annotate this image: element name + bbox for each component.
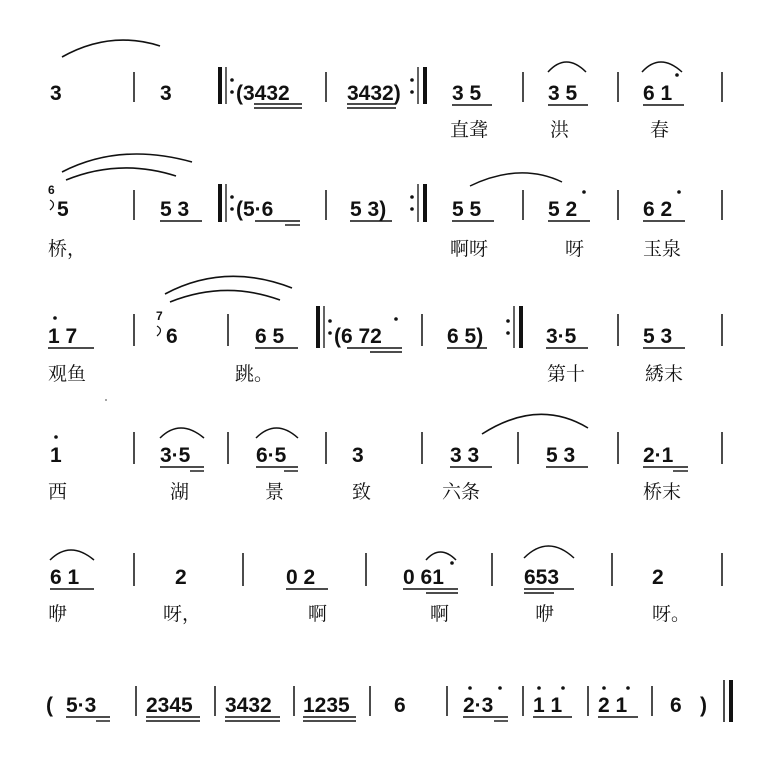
lyric-text: 啊 bbox=[430, 603, 450, 625]
lyric-text: 西 bbox=[48, 481, 68, 503]
note-group: 1 7 bbox=[48, 325, 78, 348]
grace-note: 7 bbox=[156, 309, 163, 323]
tie-arc bbox=[62, 154, 192, 172]
note-group: 3 5 bbox=[548, 82, 578, 105]
note-group: 2·3 bbox=[463, 694, 494, 717]
lyric-text: 洪 bbox=[550, 119, 570, 141]
octave-dot bbox=[468, 686, 472, 690]
lyric-text: 綉末 bbox=[645, 363, 684, 385]
octave-dot bbox=[561, 686, 565, 690]
repeat-dot bbox=[230, 90, 234, 94]
note-group: 2 bbox=[652, 566, 664, 589]
note-group: (6 72 bbox=[334, 325, 382, 348]
repeat-dot bbox=[230, 195, 234, 199]
note-group: 6 bbox=[166, 325, 178, 348]
score-row-1 bbox=[50, 40, 722, 141]
note-group: 3 5 bbox=[452, 82, 482, 105]
repeat-dot bbox=[230, 207, 234, 211]
octave-dot bbox=[626, 686, 630, 690]
speck bbox=[105, 399, 107, 401]
note-group: 5 3 bbox=[160, 198, 190, 221]
octave-dot bbox=[498, 686, 502, 690]
note-group: 3·5 bbox=[546, 325, 577, 348]
slur-arc bbox=[524, 546, 574, 558]
lyric-text: 咿 bbox=[535, 603, 555, 625]
note-group: 5 bbox=[57, 198, 69, 221]
octave-dot bbox=[394, 317, 398, 321]
score-row-5 bbox=[48, 546, 722, 625]
note-group: 3432) bbox=[347, 82, 401, 105]
tie-arc bbox=[66, 168, 176, 180]
lyric-text: 玉泉 bbox=[643, 238, 682, 260]
lyric-text: 啊呀 bbox=[450, 238, 489, 260]
score-row-6 bbox=[46, 680, 731, 722]
lyric-text: 呀。 bbox=[652, 603, 691, 625]
note-group: 3·5 bbox=[160, 444, 191, 467]
note-group: 2345 bbox=[146, 694, 193, 717]
octave-dot bbox=[675, 73, 679, 77]
note-group: 5 3 bbox=[546, 444, 576, 467]
octave-dot bbox=[54, 435, 58, 439]
lyric-text: 湖 bbox=[170, 481, 190, 503]
lyric-text: 啊 bbox=[308, 603, 328, 625]
note-group: ) bbox=[700, 694, 707, 717]
note-group: 1 1 bbox=[533, 694, 563, 717]
note-group: 3432 bbox=[225, 694, 272, 717]
note-group: 5 3 bbox=[643, 325, 673, 348]
lyric-text: 跳。 bbox=[235, 363, 274, 385]
tie-arc bbox=[470, 173, 562, 186]
note-group: 2 1 bbox=[598, 694, 628, 717]
note-group: 3 bbox=[50, 82, 62, 105]
lyric-text: 桥， bbox=[48, 238, 87, 260]
note-group: 2 bbox=[175, 566, 187, 589]
repeat-dot bbox=[506, 319, 510, 323]
repeat-dot bbox=[506, 331, 510, 335]
octave-dot bbox=[53, 316, 57, 320]
lyric-text: 咿 bbox=[48, 603, 68, 625]
repeat-dot bbox=[410, 78, 414, 82]
note-group: 3 bbox=[160, 82, 172, 105]
repeat-dot bbox=[410, 90, 414, 94]
grace-hook bbox=[157, 326, 161, 336]
repeat-dot bbox=[410, 195, 414, 199]
grace-note: 6 bbox=[48, 183, 55, 197]
slur-arc bbox=[642, 62, 682, 72]
tie-arc bbox=[165, 276, 292, 294]
lyric-text: 第十 bbox=[547, 363, 586, 385]
note-group: 6 2 bbox=[643, 198, 673, 221]
note-group: 5 5 bbox=[452, 198, 482, 221]
lyric-text: 呀 bbox=[565, 238, 585, 260]
score-row-3 bbox=[48, 276, 722, 385]
octave-dot bbox=[450, 561, 454, 565]
note-group: 1235 bbox=[303, 694, 350, 717]
note-group: 5 3) bbox=[350, 198, 387, 221]
note-group: 6 bbox=[394, 694, 406, 717]
tie-arc bbox=[62, 40, 160, 57]
score-row-4 bbox=[48, 414, 722, 503]
repeat-dot bbox=[328, 319, 332, 323]
note-group: (3432 bbox=[236, 82, 290, 105]
note-group: 5 2 bbox=[548, 198, 578, 221]
note-group: 2·1 bbox=[643, 444, 674, 467]
slur-arc bbox=[256, 428, 298, 438]
note-group: 3 3 bbox=[450, 444, 480, 467]
note-group: 0 2 bbox=[286, 566, 316, 589]
octave-dot bbox=[537, 686, 541, 690]
grace-hook bbox=[50, 200, 54, 210]
tie-arc bbox=[482, 414, 588, 434]
octave-dot bbox=[677, 190, 681, 194]
repeat-dot bbox=[328, 331, 332, 335]
slur-arc bbox=[426, 552, 456, 560]
note-group: 1 bbox=[50, 444, 62, 467]
note-group: 6 1 bbox=[50, 566, 80, 589]
tie-arc bbox=[170, 290, 280, 302]
lyric-text: 呀， bbox=[163, 603, 202, 625]
note-group: 6·5 bbox=[256, 444, 287, 467]
note-group: 6 5) bbox=[447, 325, 484, 348]
note-group: 3 bbox=[352, 444, 364, 467]
lyric-text: 春 bbox=[650, 119, 670, 141]
note-group: 6 1 bbox=[643, 82, 673, 105]
repeat-dot bbox=[230, 78, 234, 82]
note-group: 5·3 bbox=[66, 694, 97, 717]
note-group: 6 bbox=[670, 694, 682, 717]
lyric-text: 景 bbox=[265, 481, 285, 503]
score-row-2 bbox=[48, 154, 722, 260]
octave-dot bbox=[582, 190, 586, 194]
octave-dot bbox=[602, 686, 606, 690]
slur-arc bbox=[548, 62, 586, 72]
note-group: (5·6 bbox=[236, 198, 274, 221]
slur-arc bbox=[50, 550, 94, 560]
lyric-text: 致 bbox=[352, 481, 372, 503]
lyric-text: 六条 bbox=[442, 481, 481, 503]
lyric-text: 桥末 bbox=[643, 481, 682, 503]
note-group: ( bbox=[46, 694, 53, 717]
slur-arc bbox=[160, 428, 204, 438]
lyric-text: 观鱼 bbox=[48, 363, 87, 385]
note-group: 653 bbox=[524, 566, 560, 589]
note-group: 0 61 bbox=[403, 566, 444, 589]
note-group: 6 5 bbox=[255, 325, 285, 348]
lyric-text: 直聋 bbox=[450, 119, 489, 141]
repeat-dot bbox=[410, 207, 414, 211]
